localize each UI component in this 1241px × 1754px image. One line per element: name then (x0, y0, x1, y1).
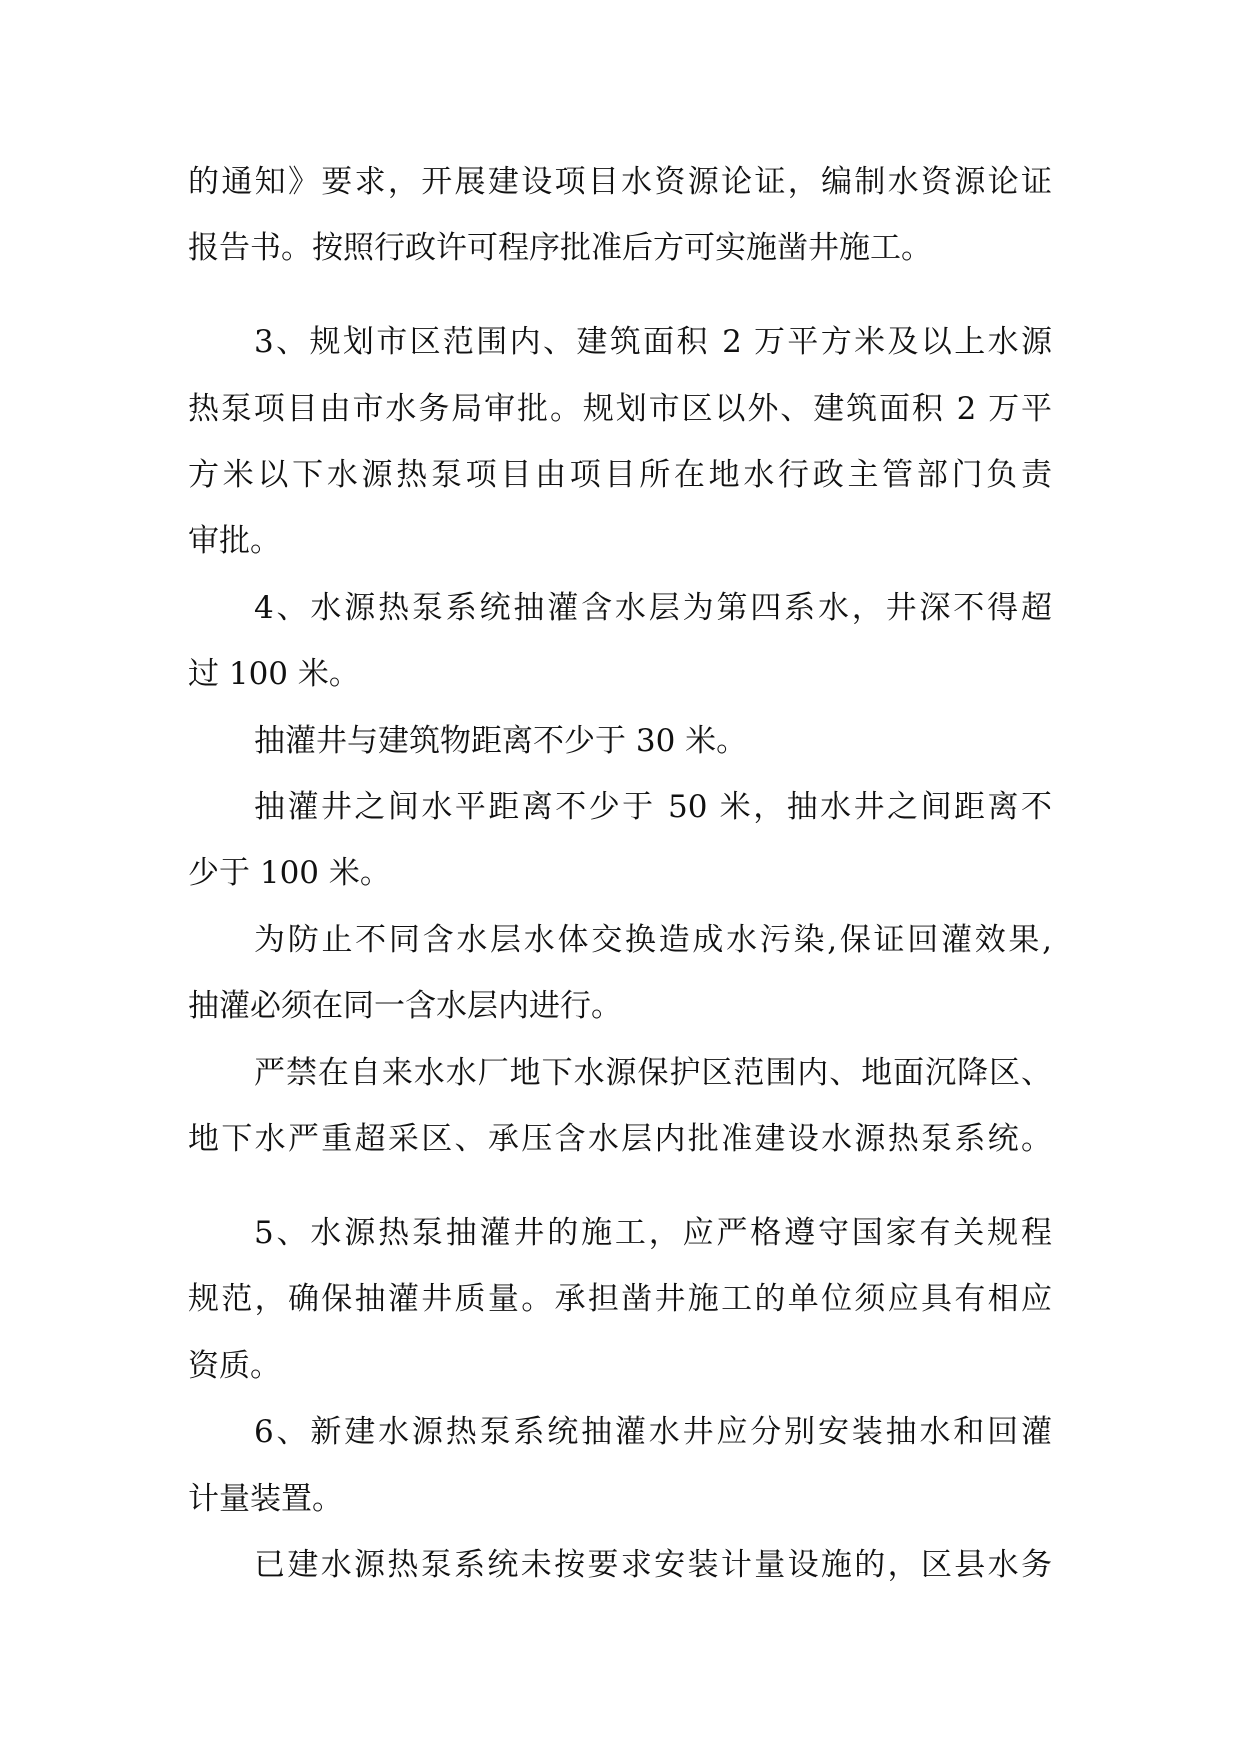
paragraph-line: 5、水源热泵抽灌井的施工，应严格遵守国家有关规程 (254, 1215, 1052, 1251)
paragraph-line: 规范，确保抽灌井质量。承担凿井施工的单位须应具有相应 (188, 1281, 1052, 1317)
paragraph-line: 抽灌井与建筑物距离不少于 30 米。 (254, 723, 748, 759)
paragraph-line: 热泵项目由市水务局审批。规划市区以外、建筑面积 2 万平 (188, 391, 1052, 427)
paragraph-line: 审批。 (188, 523, 281, 559)
paragraph-line: 的通知》要求，开展建设项目水资源论证，编制水资源论证 (188, 164, 1052, 200)
paragraph-line: 抽灌必须在同一含水层内进行。 (188, 988, 622, 1024)
paragraph-line: 4、水源热泵系统抽灌含水层为第四系水，井深不得超 (254, 590, 1052, 626)
paragraph-line: 地下水严重超采区、承压含水层内批准建设水源热泵系统。 (188, 1121, 1052, 1157)
paragraph-line: 少于 100 米。 (188, 855, 391, 891)
paragraph-line: 方米以下水源热泵项目由项目所在地水行政主管部门负责 (188, 457, 1052, 493)
paragraph-line: 6、新建水源热泵系统抽灌水井应分别安装抽水和回灌 (254, 1414, 1052, 1450)
paragraph-line: 资质。 (188, 1348, 281, 1384)
paragraph-line: 抽灌井之间水平距离不少于 50 米，抽水井之间距离不 (254, 789, 1052, 825)
paragraph-line: 已建水源热泵系统未按要求安装计量设施的，区县水务 (254, 1547, 1052, 1583)
paragraph-line: 3、规划市区范围内、建筑面积 2 万平方米及以上水源 (254, 324, 1052, 360)
paragraph-line: 为防止不同含水层水体交换造成水污染,保证回灌效果, (254, 922, 1052, 958)
paragraph-line: 过 100 米。 (188, 656, 360, 692)
paragraph-line: 报告书。按照行政许可程序批准后方可实施凿井施工。 (188, 230, 932, 266)
paragraph-line: 严禁在自来水水厂地下水源保护区范围内、地面沉降区、 (254, 1055, 1052, 1091)
paragraph-line: 计量装置。 (188, 1481, 343, 1517)
